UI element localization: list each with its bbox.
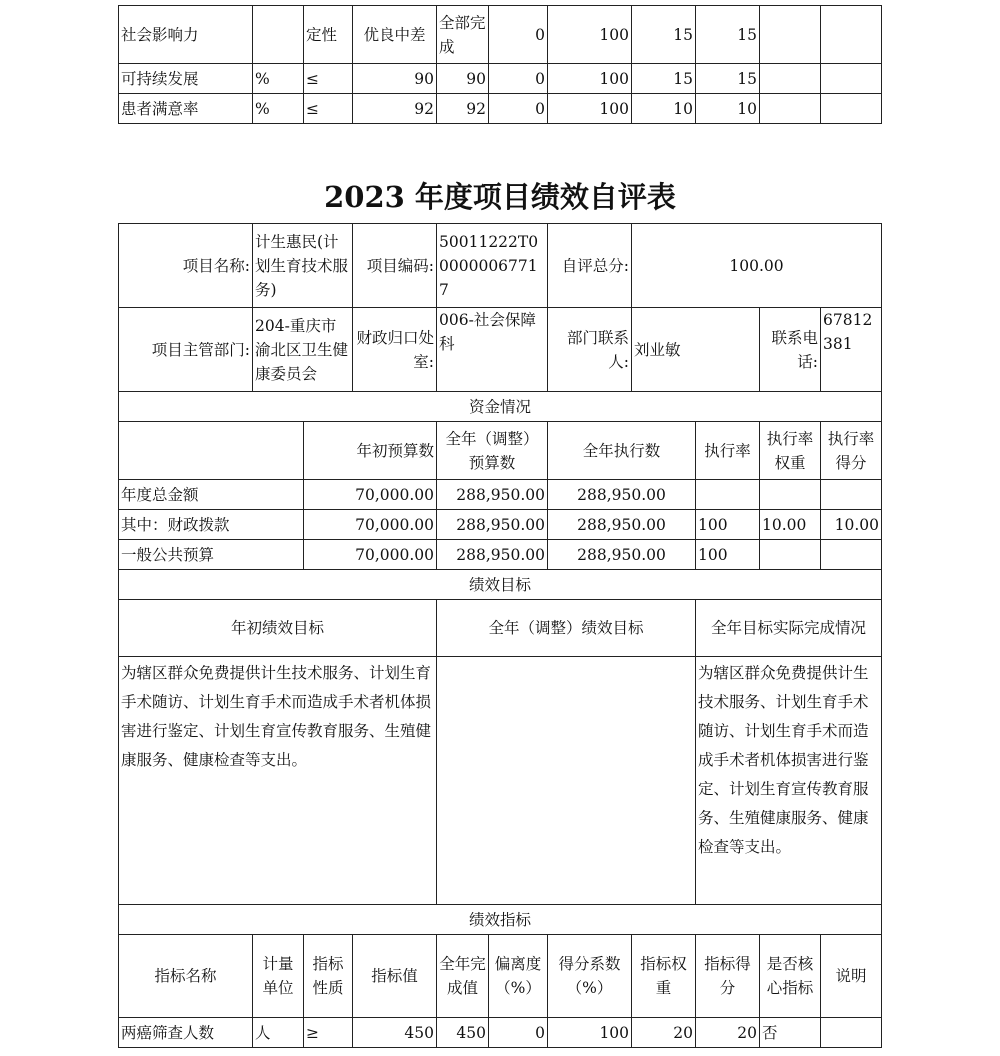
indicator-nature: 定性 (304, 6, 353, 64)
funds-header-rate-score: 执行率得分 (821, 422, 882, 480)
self-score-value: 100.00 (632, 224, 882, 308)
indicators-header-row (119, 935, 882, 1018)
goals-adjusted-text (437, 657, 696, 905)
phone-label: 联系电话: (760, 308, 821, 392)
table-row (119, 64, 882, 94)
funds-row-adjusted: 288,950.00 (437, 540, 548, 570)
indicator-weight: 15 (632, 6, 696, 64)
dept-value: 204-重庆市渝北区卫生健康委员会 (253, 308, 353, 392)
indicator-name: 社会影响力 (119, 6, 253, 64)
table-row (119, 6, 882, 64)
indicator-weight: 20 (632, 1018, 696, 1048)
funds-row-initial: 70,000.00 (304, 480, 437, 510)
ind-header-name: 指标名称 (119, 935, 253, 1018)
funds-row-initial: 70,000.00 (304, 510, 437, 540)
indicator-weight: 10 (632, 94, 696, 124)
indicator-complete: 92 (437, 94, 489, 124)
goals-header-row (119, 600, 882, 657)
project-name-label: 项目名称: (119, 224, 253, 308)
indicator-deviation: 0 (489, 1018, 548, 1048)
goals-content-row (119, 657, 882, 905)
finance-office-label: 财政归口处室: (353, 308, 437, 392)
indicator-score: 20 (696, 1018, 760, 1048)
ind-header-unit: 计量单位 (253, 935, 304, 1018)
funds-header-initial: 年初预算数 (304, 422, 437, 480)
project-code-value: 50011222T000000067717 (437, 224, 548, 308)
indicator-note (821, 1018, 882, 1048)
ind-header-weight: 指标权重 (632, 935, 696, 1018)
funds-row-adjusted: 288,950.00 (437, 480, 548, 510)
phone-value: 67812381 (821, 308, 882, 392)
funds-row-rate: 100 (696, 540, 760, 570)
indicator-core (760, 64, 821, 94)
funds-row-weight (760, 540, 821, 570)
project-name-value: 计生惠民(计划生育技术服务) (253, 224, 353, 308)
indicator-score-coef: 100 (548, 64, 632, 94)
ind-header-complete: 全年完成值 (437, 935, 489, 1018)
indicator-complete: 90 (437, 64, 489, 94)
project-code-label: 项目编码: (353, 224, 437, 308)
finance-office-value: 006-社会保障科 (437, 308, 548, 392)
funds-row-label: 一般公共预算 (119, 540, 304, 570)
funds-header-blank (119, 422, 304, 480)
indicator-deviation: 0 (489, 6, 548, 64)
indicator-score-coef: 100 (548, 1018, 632, 1048)
contact-label: 部门联系人: (548, 308, 632, 392)
funds-row-executed: 288,950.00 (548, 480, 696, 510)
ind-header-nature: 指标性质 (304, 935, 353, 1018)
evaluation-table (118, 223, 882, 1048)
funds-row-label: 其中：财政拨款 (119, 510, 304, 540)
indicator-unit: % (253, 64, 304, 94)
funds-row-adjusted: 288,950.00 (437, 510, 548, 540)
indicator-name: 可持续发展 (119, 64, 253, 94)
indicator-nature: ≤ (304, 64, 353, 94)
project-info-row (119, 224, 882, 308)
indicator-note (821, 6, 882, 64)
funds-row-score: 10.00 (821, 510, 882, 540)
indicator-core: 否 (760, 1018, 821, 1048)
funds-row-label: 年度总金额 (119, 480, 304, 510)
indicator-deviation: 0 (489, 94, 548, 124)
table-row (119, 94, 882, 124)
prev-indicator-table (118, 5, 882, 124)
funds-row-score (821, 480, 882, 510)
section-row (119, 570, 882, 600)
funds-row-initial: 70,000.00 (304, 540, 437, 570)
goals-header-initial: 年初绩效目标 (119, 600, 437, 657)
project-info-row (119, 308, 882, 392)
funds-row-rate (696, 480, 760, 510)
goals-section-title: 绩效目标 (119, 570, 882, 600)
indicator-nature: ≤ (304, 94, 353, 124)
table-row (119, 1018, 882, 1048)
indicator-target: 92 (353, 94, 437, 124)
indicator-note (821, 94, 882, 124)
indicator-target: 450 (353, 1018, 437, 1048)
table-row (119, 540, 882, 570)
indicator-name: 两癌筛查人数 (119, 1018, 253, 1048)
section-row (119, 905, 882, 935)
indicator-unit (253, 6, 304, 64)
page-title: 2023 年度项目绩效自评表 (324, 180, 676, 214)
goals-header-adjusted: 全年（调整）绩效目标 (437, 600, 696, 657)
indicator-complete: 全部完成 (437, 6, 489, 64)
indicator-target: 90 (353, 64, 437, 94)
ind-header-score-coef: 得分系数（%） (548, 935, 632, 1018)
funds-header-rate: 执行率 (696, 422, 760, 480)
dept-label: 项目主管部门: (119, 308, 253, 392)
indicator-score: 15 (696, 6, 760, 64)
funds-row-weight (760, 480, 821, 510)
contact-value: 刘业敏 (632, 308, 760, 392)
funds-header-rate-weight: 执行率权重 (760, 422, 821, 480)
goals-actual-text: 为辖区群众免费提供计生技术服务、计划生育手术随访、计划生育手术而造成手术者机体损害进行鉴定、计划生育宣传教育服务、生殖健康服务、健康检查等支出。 (696, 657, 882, 905)
funds-row-weight: 10.00 (760, 510, 821, 540)
funds-row-executed: 288,950.00 (548, 540, 696, 570)
indicator-score-coef: 100 (548, 6, 632, 64)
indicator-score: 10 (696, 94, 760, 124)
indicator-score: 15 (696, 64, 760, 94)
indicator-deviation: 0 (489, 64, 548, 94)
goals-initial-text: 为辖区群众免费提供计生技术服务、计划生育手术随访、计划生育手术而造成手术者机体损害进行鉴定、计划生育宣传教育服务、生殖健康服务、健康检查等支出。 (119, 657, 437, 905)
ind-header-target: 指标值 (353, 935, 437, 1018)
funds-header-row (119, 422, 882, 480)
indicator-name: 患者满意率 (119, 94, 253, 124)
indicator-unit: % (253, 94, 304, 124)
indicator-complete: 450 (437, 1018, 489, 1048)
indicator-nature: ≥ (304, 1018, 353, 1048)
ind-header-deviation: 偏离度（%） (489, 935, 548, 1018)
indicators-section-title: 绩效指标 (119, 905, 882, 935)
ind-header-score: 指标得分 (696, 935, 760, 1018)
funds-row-score (821, 540, 882, 570)
table-row (119, 510, 882, 540)
goals-header-actual: 全年目标实际完成情况 (696, 600, 882, 657)
indicator-weight: 15 (632, 64, 696, 94)
funds-header-executed: 全年执行数 (548, 422, 696, 480)
funds-header-adjusted: 全年（调整）预算数 (437, 422, 548, 480)
ind-header-note: 说明 (821, 935, 882, 1018)
section-row (119, 392, 882, 422)
indicator-unit: 人 (253, 1018, 304, 1048)
indicator-score-coef: 100 (548, 94, 632, 124)
indicator-target: 优良中差 (353, 6, 437, 64)
funds-section-title: 资金情况 (119, 392, 882, 422)
table-row (119, 480, 882, 510)
funds-row-rate: 100 (696, 510, 760, 540)
ind-header-core: 是否核心指标 (760, 935, 821, 1018)
indicator-core (760, 6, 821, 64)
indicator-note (821, 64, 882, 94)
indicator-core (760, 94, 821, 124)
funds-row-executed: 288,950.00 (548, 510, 696, 540)
self-score-label: 自评总分: (548, 224, 632, 308)
